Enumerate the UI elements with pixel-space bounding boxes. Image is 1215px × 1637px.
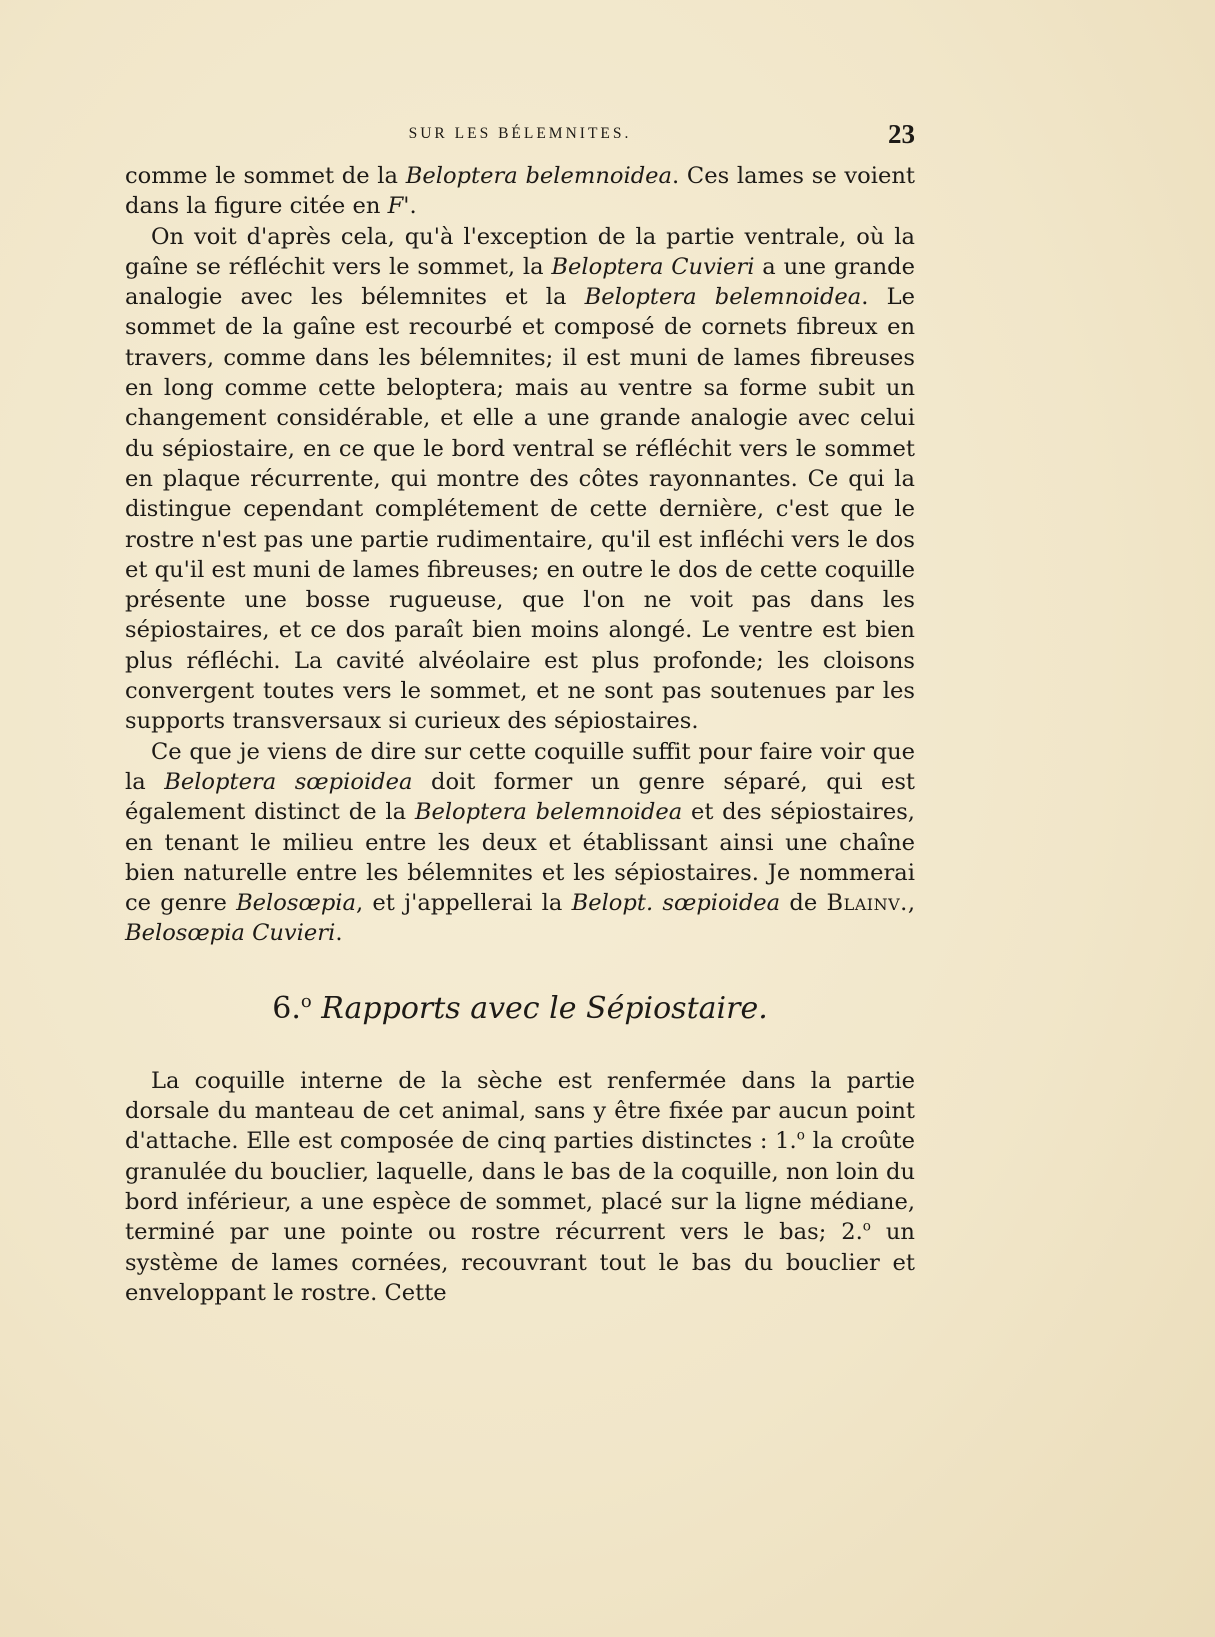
paragraph-2 <box>125 222 915 737</box>
section-number: 6. <box>272 990 301 1026</box>
text-run: . Le sommet de la gaîne est recourbé et composé de cornets fibreux en travers, comme dans les bélemnites; il est muni de lames fibreuses en long comme cette beloptera; mais au ventre sa forme subit un changement considérable, et elle a une grande analogie avec celui du sépiostaire, en ce que le bord ventral se réfléchit vers le sommet en plaque récurrente, qui montre des côtes rayonnantes. Ce qui la distingue cependant complétement de cette dernière, c'est que le rostre n'est pas une partie rudimentaire, qu'il est infléchi vers le dos et qu'il est muni de lames fibreuses; en outre le dos de cette coquille présente une bosse rugueuse, que l'on ne voit pas dans les sépiostaires, et ce dos paraît bien moins alongé. Le ventre est bien plus réfléchi. La cavité alvéolaire est plus profonde; les cloisons convergent toutes vers le sommet, et ne sont pas soutenues par les supports transversaux si curieux des sépiostaires. <box>125 284 915 735</box>
text-run: . Ces lames se voient dans la figure citée en <box>125 163 916 220</box>
author-name: Blainv. <box>826 890 908 917</box>
ordinal-superscript: o <box>796 1127 805 1144</box>
text-run: de <box>780 890 827 917</box>
running-title: SUR LES BÉLEMNITES. <box>408 125 632 142</box>
species-name: Beloptera belemnoidea <box>414 799 683 826</box>
paragraph-4 <box>125 1066 915 1308</box>
text-run: la croûte granulée du bouclier, laquelle, dans le bas de la coquille, non loin du bord inférieur, a une espèce de sommet, placé sur la ligne médiane, terminé par une pointe ou rostre récurrent vers le bas; 2. <box>125 1128 915 1246</box>
section-heading <box>125 989 915 1029</box>
text-run: , et j'appellerai la <box>355 890 572 917</box>
species-name: Beloptera belemnoidea <box>584 284 862 311</box>
text-run: et des sépiostaires, en tenant le milieu entre les deux et établissant ainsi une chaîne bien naturelle entre les bélemnites et les sépiostaires. Je nommerai ce genre <box>125 799 915 917</box>
text-run: , <box>907 890 915 917</box>
text-run: La coquille interne de la sèche est renfermée dans la partie dorsale du manteau de cet animal, sans y être fixée par aucun point d'attache. Elle est composée de cinq parties distinctes : 1. <box>125 1067 915 1155</box>
text-run: . <box>409 193 417 220</box>
text-run: Ce que je viens de dire sur cette coquille suffit pour faire voir que la <box>125 738 915 795</box>
page-header <box>125 119 915 159</box>
section-title: Rapports avec le Sépiostaire. <box>321 990 768 1026</box>
page-number: 23 <box>888 119 915 149</box>
species-name: Belosœpia Cuvieri <box>125 920 336 947</box>
species-name: Beloptera belemnoidea <box>405 163 673 189</box>
species-name: Beloptera sœpioidea <box>164 768 413 795</box>
text-run: comme le sommet de la <box>125 163 406 189</box>
text-run: a une grande analogie avec les bélemnites et la <box>125 253 915 311</box>
text-run: doit former un genre séparé, qui est également distinct de la <box>125 768 915 826</box>
section-number-superscript: o <box>300 990 312 1012</box>
species-name: Beloptera Cuvieri <box>551 253 755 280</box>
text-run: un système de lames cornées, recouvrant tout le bas du bouclier et enveloppant le rostre. Cette <box>125 1219 915 1306</box>
paragraph-1 <box>125 161 915 222</box>
species-name: Belopt. sœpioidea <box>571 890 781 917</box>
text-run: . <box>335 920 343 947</box>
page-body <box>125 161 915 1308</box>
genus-name: Belosœpia <box>236 890 356 917</box>
ordinal-superscript: o <box>862 1218 871 1235</box>
paragraph-3 <box>125 737 915 949</box>
figure-reference: F' <box>387 193 410 220</box>
text-run: On voit d'après cela, qu'à l'exception de la partie ventrale, où la gaîne se réfléchit vers le sommet, la <box>125 223 915 280</box>
